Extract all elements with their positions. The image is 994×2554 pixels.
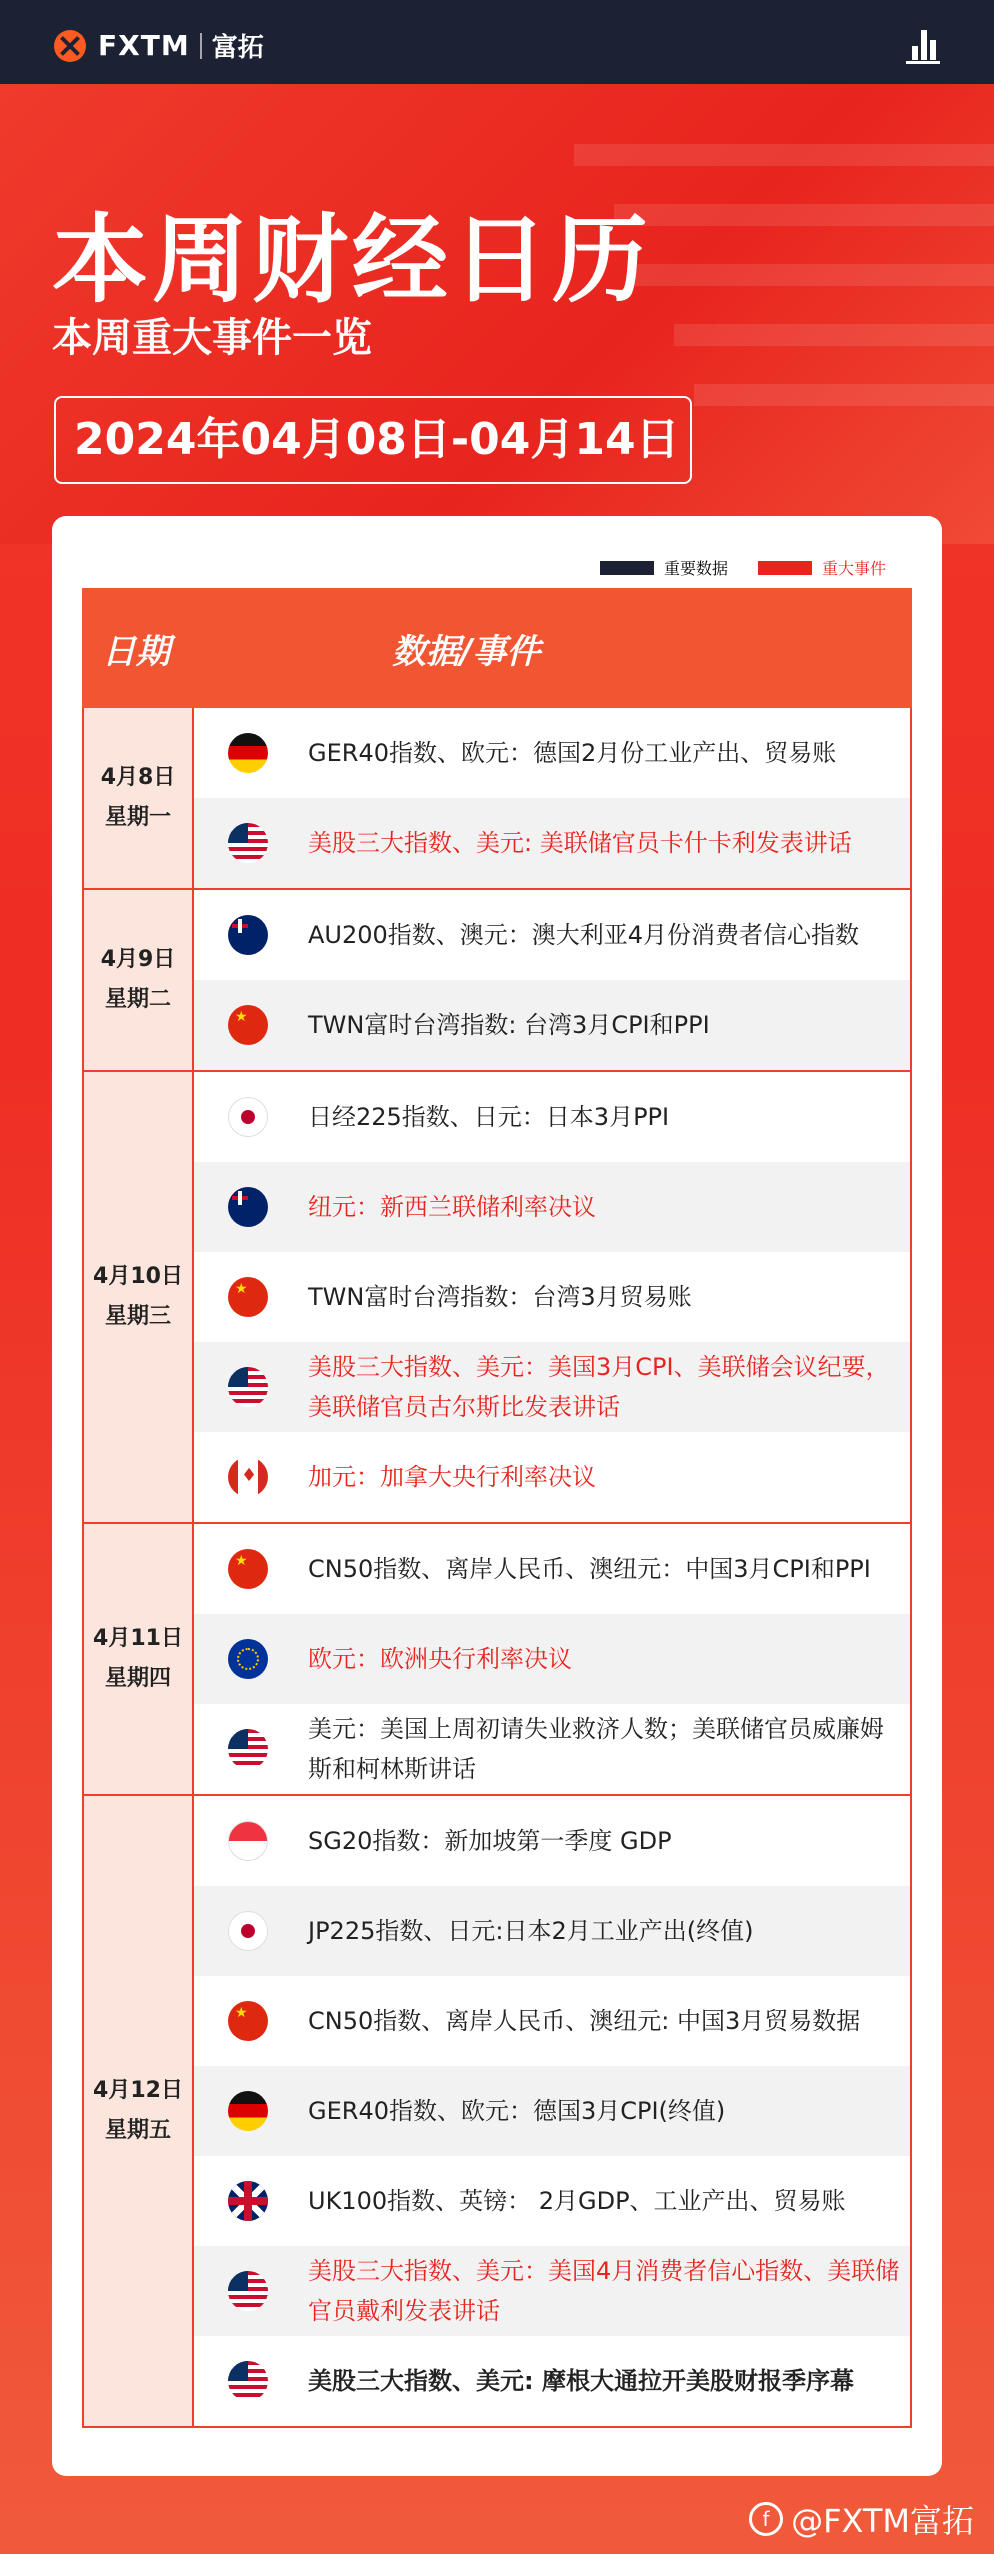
legend	[570, 556, 886, 579]
event-text: 美股三大指数、美元: 摩根大通拉开美股财报季序幕	[308, 2367, 854, 2395]
header-date: 日期	[102, 631, 170, 672]
table-row	[194, 708, 910, 798]
table-body	[82, 708, 912, 2428]
event-text: CN50指数、离岸人民币、澳纽元：中国3月CPI和PPI	[308, 1555, 871, 1583]
table-row	[194, 1432, 910, 1522]
event-text: AU200指数、澳元：澳大利亚4月份消费者信心指数	[308, 921, 860, 949]
table-row	[194, 1704, 910, 1794]
usa-flag-icon	[228, 1729, 268, 1769]
weibo-icon: f	[749, 2502, 783, 2536]
event-text: 纽元：新西兰联储利率决议	[308, 1193, 596, 1221]
day-weekday: 星期五	[104, 2118, 171, 2143]
day-weekday: 星期三	[104, 1304, 171, 1329]
table-row	[194, 2066, 910, 2156]
china-flag-icon	[228, 1005, 268, 1045]
day-date: 4月11日	[93, 1626, 183, 1651]
table-row	[194, 1342, 910, 1432]
day-cell	[84, 1072, 194, 1522]
event-text: UK100指数、英镑： 2月GDP、工业产出、贸易账	[308, 2187, 846, 2215]
australia-flag-icon	[228, 915, 268, 955]
event-text: TWN富时台湾指数：台湾3月贸易账	[308, 1283, 692, 1311]
table-row	[194, 1524, 910, 1614]
footer-handle: @FXTM富拓	[791, 2502, 974, 2540]
usa-flag-icon	[228, 823, 268, 863]
day-date: 4月10日	[93, 1264, 183, 1289]
table-row	[194, 1614, 910, 1704]
table-row	[194, 2336, 910, 2426]
event-text: 加元：加拿大央行利率决议	[308, 1463, 596, 1491]
fxtm-logo	[54, 27, 264, 64]
day-group	[82, 708, 912, 890]
table-row	[194, 2156, 910, 2246]
event-text: 美股三大指数、美元：美国3月CPI、美联储会议纪要，美联储官员古尔斯比发表讲话	[308, 1353, 890, 1421]
day-date: 4月9日	[100, 947, 176, 972]
day-group	[82, 1072, 912, 1524]
table-row	[194, 798, 910, 888]
event-text: SG20指数：新加坡第一季度 GDP	[308, 1827, 672, 1855]
table-row	[194, 980, 910, 1070]
day-weekday: 星期一	[104, 805, 171, 830]
day-date: 4月12日	[93, 2078, 183, 2103]
table-row	[194, 1796, 910, 1886]
table-header	[82, 588, 912, 708]
legend-swatch	[600, 561, 654, 575]
day-date: 4月8日	[100, 765, 176, 790]
event-text: 美股三大指数、美元: 美联储官员卡什卡利发表讲话	[308, 829, 852, 857]
china-flag-icon	[228, 1549, 268, 1589]
germany-flag-icon	[228, 733, 268, 773]
day-weekday: 星期四	[104, 1666, 171, 1691]
bar-chart-icon	[902, 24, 942, 64]
hero-banner	[0, 84, 994, 544]
event-text: 美股三大指数、美元：美国4月消费者信心指数、美联储官员戴利发表讲话	[308, 2257, 900, 2325]
day-cell	[84, 1524, 194, 1794]
event-text: 欧元：欧洲央行利率决议	[308, 1645, 572, 1673]
event-text: GER40指数、欧元：德国3月CPI(终值)	[308, 2097, 726, 2125]
page-title: 本周财经日历	[52, 204, 652, 316]
usa-flag-icon	[228, 2361, 268, 2401]
legend-item-key-data	[600, 556, 728, 579]
day-cell	[84, 890, 194, 1070]
top-bar	[0, 0, 994, 84]
china-flag-icon	[228, 2001, 268, 2041]
brand-name: FXTM	[98, 29, 190, 62]
table-row	[194, 1252, 910, 1342]
event-text: 美元：美国上周初请失业救济人数；美联储官员威廉姆斯和柯林斯讲话	[308, 1715, 884, 1783]
page-subtitle: 本周重大事件一览	[52, 315, 372, 361]
table-row	[194, 1976, 910, 2066]
legend-swatch	[758, 561, 812, 575]
event-text: TWN富时台湾指数: 台湾3月CPI和PPI	[308, 1011, 710, 1039]
day-cell	[84, 708, 194, 888]
japan-flag-icon	[228, 1097, 268, 1137]
eu-flag-icon	[228, 1639, 268, 1679]
day-group	[82, 1524, 912, 1796]
calendar-card	[52, 516, 942, 2476]
legend-label: 重大事件	[821, 559, 886, 578]
legend-label: 重要数据	[663, 559, 728, 578]
table-row	[194, 1886, 910, 1976]
date-range-badge: 2024年04月08日-04月14日	[54, 396, 692, 484]
table-row	[194, 1072, 910, 1162]
table-row	[194, 1162, 910, 1252]
brand-divider	[200, 33, 202, 59]
day-weekday: 星期二	[104, 987, 171, 1012]
uk-flag-icon	[228, 2181, 268, 2221]
usa-flag-icon	[228, 2271, 268, 2311]
event-text: 日经225指数、日元：日本3月PPI	[308, 1103, 670, 1131]
table-row	[194, 2246, 910, 2336]
event-text: GER40指数、欧元：德国2月份工业产出、贸易账	[308, 739, 837, 767]
day-group	[82, 890, 912, 1072]
germany-flag-icon	[228, 2091, 268, 2131]
new-zealand-flag-icon	[228, 1187, 268, 1227]
canada-flag-icon	[228, 1457, 268, 1497]
legend-item-major-event	[758, 556, 886, 579]
weibo-handle	[749, 2496, 974, 2542]
usa-flag-icon	[228, 1367, 268, 1407]
day-group	[82, 1796, 912, 2428]
day-cell	[84, 1796, 194, 2426]
events-table	[82, 588, 912, 2428]
event-text: CN50指数、离岸人民币、澳纽元: 中国3月贸易数据	[308, 2007, 861, 2035]
singapore-flag-icon	[228, 1821, 268, 1861]
china-flag-icon	[228, 1277, 268, 1317]
brand-name-cn: 富拓	[211, 33, 264, 63]
event-text: JP225指数、日元:日本2月工业产出(终值)	[308, 1917, 754, 1945]
header-event: 数据/事件	[392, 631, 541, 672]
table-row	[194, 890, 910, 980]
japan-flag-icon	[228, 1911, 268, 1951]
fxtm-x-icon	[54, 30, 86, 62]
